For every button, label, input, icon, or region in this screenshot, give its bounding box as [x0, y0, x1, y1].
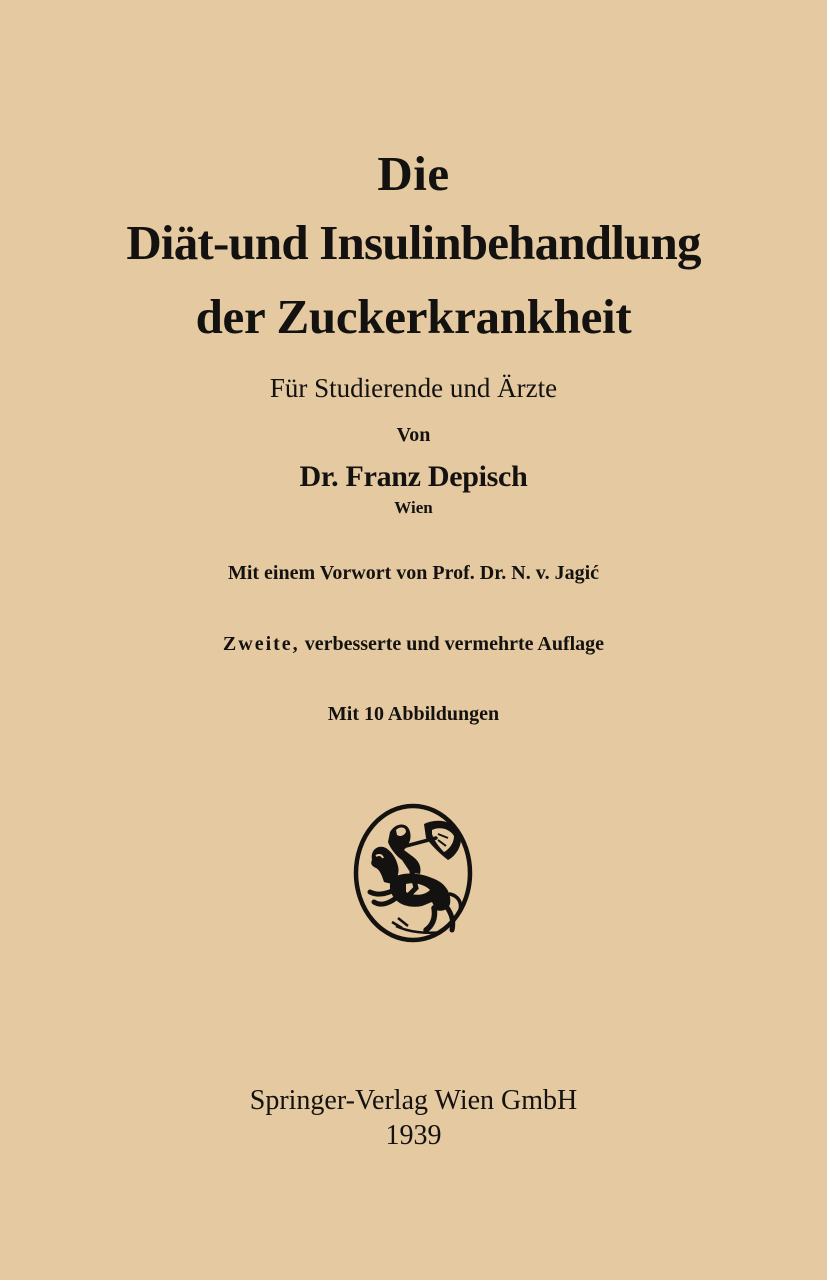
title-line-3: der Zuckerkrankheit: [195, 289, 632, 344]
edition-rest: verbesserte und vermehrte Auflage: [299, 633, 605, 655]
springer-knight-horse-emblem-icon: [352, 802, 474, 944]
author-city: Wien: [394, 498, 433, 517]
author-name: Dr. Franz Depisch: [299, 460, 528, 493]
by-label: Von: [396, 424, 431, 446]
foreword-note: Mit einem Vorwort von Prof. Dr. N. v. Jagić: [227, 562, 600, 584]
publication-year: 1939: [385, 1120, 442, 1151]
title-line-2: Diät-und Insulinbehandlung: [126, 215, 701, 270]
edition-emphasis: Zweite,: [222, 633, 300, 655]
title-line-1: Die: [377, 146, 450, 201]
publisher-name: Springer-Verlag Wien GmbH: [249, 1085, 578, 1116]
edition-note: [0, 629, 827, 659]
subtitle: Für Studierende und Ärzte: [269, 373, 558, 403]
illustrations-note: Mit 10 Abbildungen: [327, 703, 500, 725]
